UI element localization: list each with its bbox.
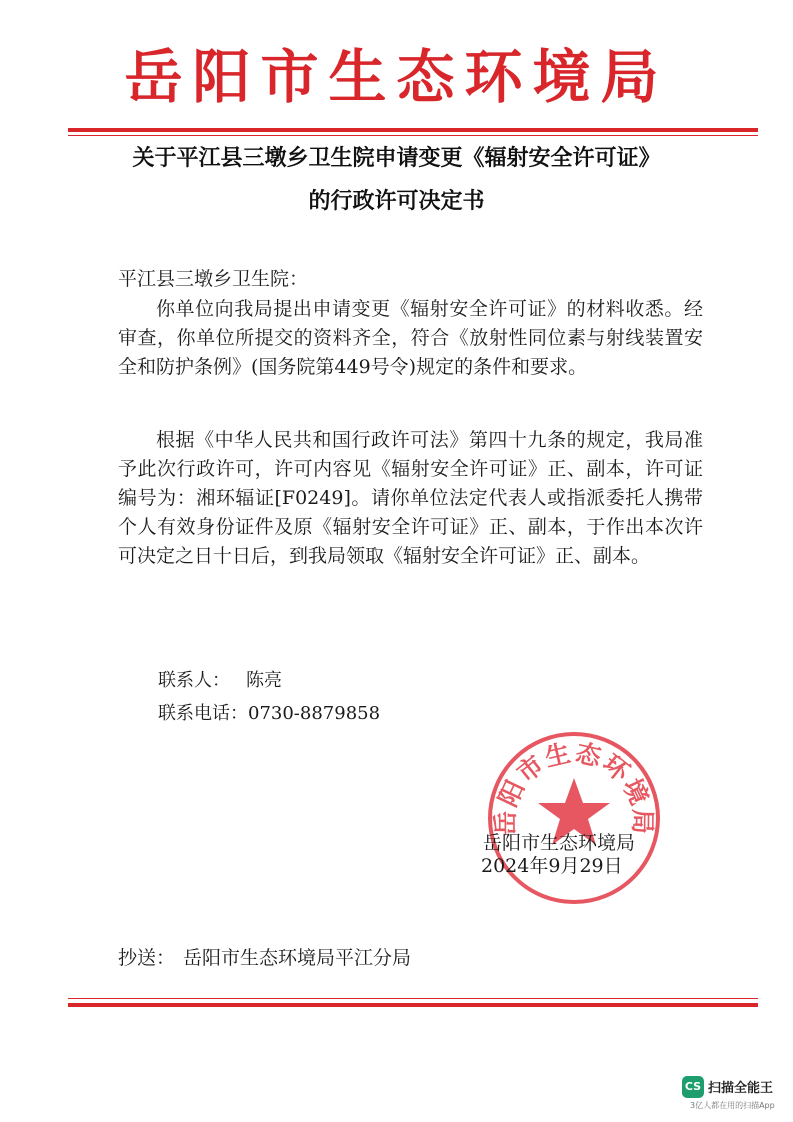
signature-date-text: 2024年9月29日 bbox=[481, 855, 623, 877]
footer-rule-thin bbox=[68, 998, 758, 999]
document-title-line-1: 关于平江县三墩乡卫生院申请变更《辐射安全许可证》 bbox=[132, 146, 661, 171]
contact-person-label: 联系人： bbox=[158, 670, 230, 691]
contact-person-name: 陈亮 bbox=[246, 670, 282, 691]
body-paragraph-1: 你单位向我局提出申请变更《辐射安全许可证》的材料收悉。经审查，你单位所提交的资料齐全，符合《放射性同位素与射线装置安全和防护条例》(国务院第449号令)规定的条件和要求。 bbox=[118, 298, 703, 378]
scanner-watermark bbox=[682, 1074, 786, 1114]
cc-recipient: 岳阳市生态环境局平江分局 bbox=[183, 947, 412, 969]
contact-phone-label: 联系电话： bbox=[158, 703, 248, 724]
letterhead-org-name: 岳阳市生态环境局 bbox=[124, 43, 669, 111]
seal-text: 岳阳市生态环境局 bbox=[490, 737, 658, 837]
signature-org-name: 岳阳市生态环境局 bbox=[483, 832, 636, 854]
letterhead-rule-thick bbox=[68, 128, 758, 132]
document-title-line-2: 的行政许可决定书 bbox=[308, 189, 485, 214]
scanner-tagline: 3亿人都在用的扫描App bbox=[690, 1101, 775, 1110]
scanner-app-name: 扫描全能王 bbox=[708, 1081, 774, 1096]
contact-phone-number: 0730-8879858 bbox=[248, 703, 381, 724]
addressee: 平江县三墩乡卫生院： bbox=[118, 268, 309, 290]
footer-rule-thick bbox=[68, 1003, 758, 1007]
cc-label: 抄送： bbox=[118, 947, 176, 969]
official-seal bbox=[486, 730, 662, 906]
contact-person bbox=[158, 668, 282, 694]
contact-phone bbox=[158, 701, 380, 727]
cc-line bbox=[118, 944, 411, 972]
body-paragraph-2: 根据《中华人民共和国行政许可法》第四十九条的规定，我局准予此次行政许可，许可内容见《辐射安全许可证》正、副本，许可证编号为：湘环辐证[F0249]。请你单位法定代表人或指派委托人携带个人有效身份证件及原《辐射安全许可证》正、副本，于作出本次许可决定之日十日后，到我局领取《辐射安全许可证》正、副本。 bbox=[118, 429, 703, 567]
letterhead-rule-thin bbox=[68, 135, 758, 136]
scanner-logo-icon: CS bbox=[682, 1076, 704, 1098]
